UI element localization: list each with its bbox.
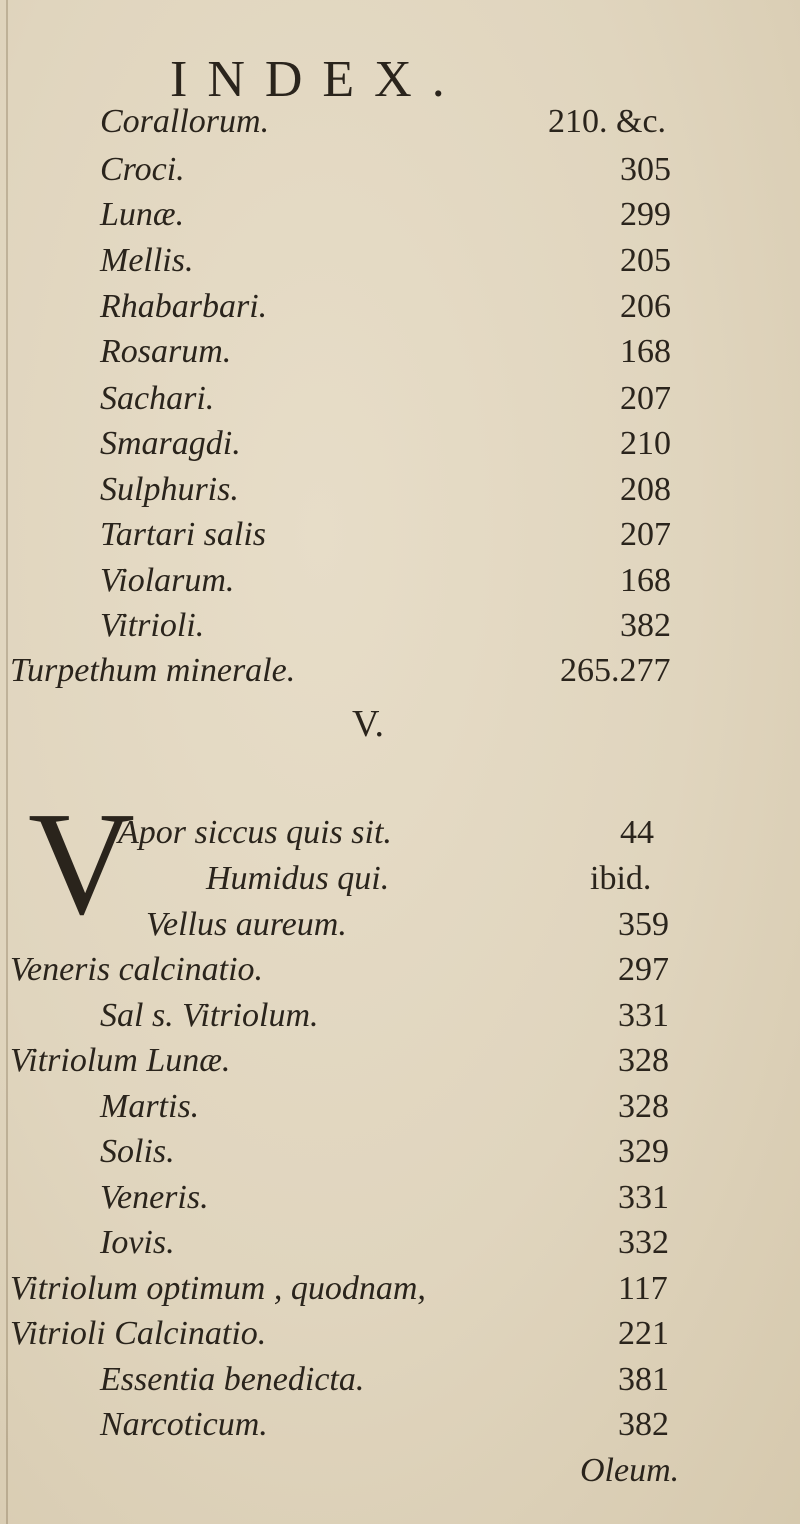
entry-label: Smaragdi. — [100, 425, 241, 462]
entry-label: Sachari. — [100, 380, 215, 417]
entry-label: Humidus qui. — [206, 860, 390, 897]
entry-label: Croci. — [100, 151, 185, 188]
entry-label: Vitrioli. — [100, 607, 205, 644]
entry-page: 331 — [618, 1179, 669, 1216]
entry-label: Narcoticum. — [100, 1406, 268, 1443]
entry-page: 210. &c. — [548, 103, 667, 140]
page-header: INDEX. — [170, 51, 465, 108]
entry-page: 207 — [620, 380, 671, 417]
entry-page: 305 — [620, 151, 671, 188]
entry-page: 44 — [620, 814, 654, 851]
entry-page: 210 — [620, 425, 671, 462]
entry-page: 299 — [620, 196, 671, 233]
entry-page: ibid. — [590, 860, 652, 897]
section-letter: V. — [352, 703, 385, 745]
entry-label: Violarum. — [100, 562, 235, 599]
entry-label: Rhabarbari. — [100, 288, 268, 325]
entry-label: Veneris. — [100, 1179, 209, 1216]
entry-label: Sal s. Vitriolum. — [100, 997, 319, 1034]
entry-page: 331 — [618, 997, 669, 1034]
catchword: Oleum. — [580, 1452, 680, 1489]
entry-page: 328 — [618, 1042, 669, 1079]
entry-page: 206 — [620, 288, 671, 325]
entry-label: Vitriolum optimum , quodnam, — [10, 1270, 426, 1307]
page-edge — [6, 0, 8, 1524]
entry-label: Solis. — [100, 1133, 175, 1170]
entry-page: 207 — [620, 516, 671, 553]
entry-page: 332 — [618, 1224, 669, 1261]
entry-page: 168 — [620, 562, 671, 599]
entry-label: Essentia benedicta. — [100, 1361, 365, 1398]
drop-cap: V — [28, 782, 135, 946]
entry-label: Iovis. — [100, 1224, 175, 1261]
entry-page: 328 — [618, 1088, 669, 1125]
entry-page: 117 — [618, 1270, 668, 1307]
entry-label: Sulphuris. — [100, 471, 239, 508]
entry-label: Apor siccus quis sit. — [118, 814, 392, 851]
entry-label: Rosarum. — [100, 333, 232, 370]
entry-page: 208 — [620, 471, 671, 508]
entry-label: Veneris calcinatio. — [10, 951, 264, 988]
entry-label: Vitrioli Calcinatio. — [10, 1315, 267, 1352]
entry-page: 297 — [618, 951, 669, 988]
entry-page: 329 — [618, 1133, 669, 1170]
entry-label: Corallorum. — [100, 103, 270, 140]
entry-page: 168 — [620, 333, 671, 370]
entry-label: Turpethum minerale. — [10, 652, 296, 689]
entry-page: 265.277 — [560, 652, 671, 689]
entry-label: Lunæ. — [100, 196, 185, 233]
entry-label: Vellus aureum. — [146, 906, 347, 943]
entry-label: Martis. — [100, 1088, 200, 1125]
entry-page: 205 — [620, 242, 671, 279]
entry-page: 382 — [620, 607, 671, 644]
entry-page: 221 — [618, 1315, 669, 1352]
entry-page: 382 — [618, 1406, 669, 1443]
entry-page: 359 — [618, 906, 669, 943]
entry-label: Vitriolum Lunæ. — [10, 1042, 231, 1079]
entry-page: 381 — [618, 1361, 669, 1398]
entry-label: Tartari salis — [100, 516, 266, 553]
entry-label: Mellis. — [100, 242, 194, 279]
